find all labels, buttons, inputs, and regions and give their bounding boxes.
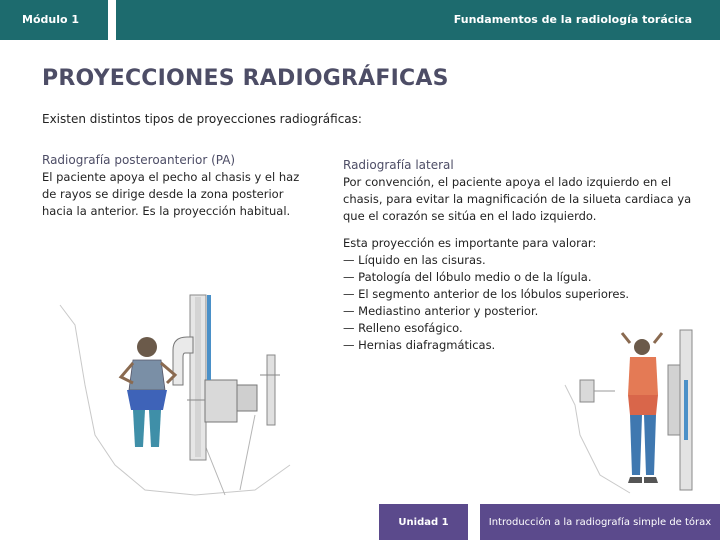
lateral-description: Por convención, el paciente apoya el lado izquierdo en el chasis, para evitar la magnificación de la silueta cardiaca ya que el corazón se sitúa en el lado izquierdo.	[343, 175, 692, 223]
course-header-bar	[116, 0, 720, 40]
page-title: PROYECCIONES RADIOGRÁFICAS	[42, 66, 449, 91]
footer-unit-label: Unidad 1	[398, 517, 449, 528]
list-item: — Líquido en las cisuras.	[343, 253, 486, 267]
pa-projection-illustration	[55, 265, 315, 500]
list-item: — Hernias diafragmáticas.	[343, 338, 496, 352]
module-label: Módulo 1	[22, 13, 80, 26]
list-item: — Patología del lóbulo medio o de la lígula.	[343, 270, 592, 284]
lateral-list-intro: Esta proyección es importante para valorar:	[343, 236, 597, 250]
module-header-block	[0, 0, 108, 40]
course-title: Fundamentos de la radiología torácica	[453, 13, 692, 26]
list-item: — El segmento anterior de los lóbulos superiores.	[343, 287, 630, 301]
list-item: — Mediastino anterior y posterior.	[343, 304, 539, 318]
lateral-heading: Radiografía lateral	[343, 158, 454, 172]
footer-topic-label: Introducción a la radiografía simple de tórax	[488, 517, 712, 528]
lateral-projection-illustration	[560, 325, 710, 500]
footer-topic-tab[interactable]	[480, 504, 720, 540]
list-item: — Relleno esofágico.	[343, 321, 463, 335]
pa-section	[42, 153, 310, 220]
intro-text: Existen distintos tipos de proyecciones radiográficas:	[42, 112, 362, 126]
footer-unit-tab[interactable]	[379, 504, 468, 540]
pa-description: El paciente apoya el pecho al chasis y el haz de rayos se dirige desde la zona posterior hacia la anterior. Es la proyección habitual.	[42, 170, 300, 218]
pa-heading: Radiografía posteroanterior (PA)	[42, 153, 236, 167]
